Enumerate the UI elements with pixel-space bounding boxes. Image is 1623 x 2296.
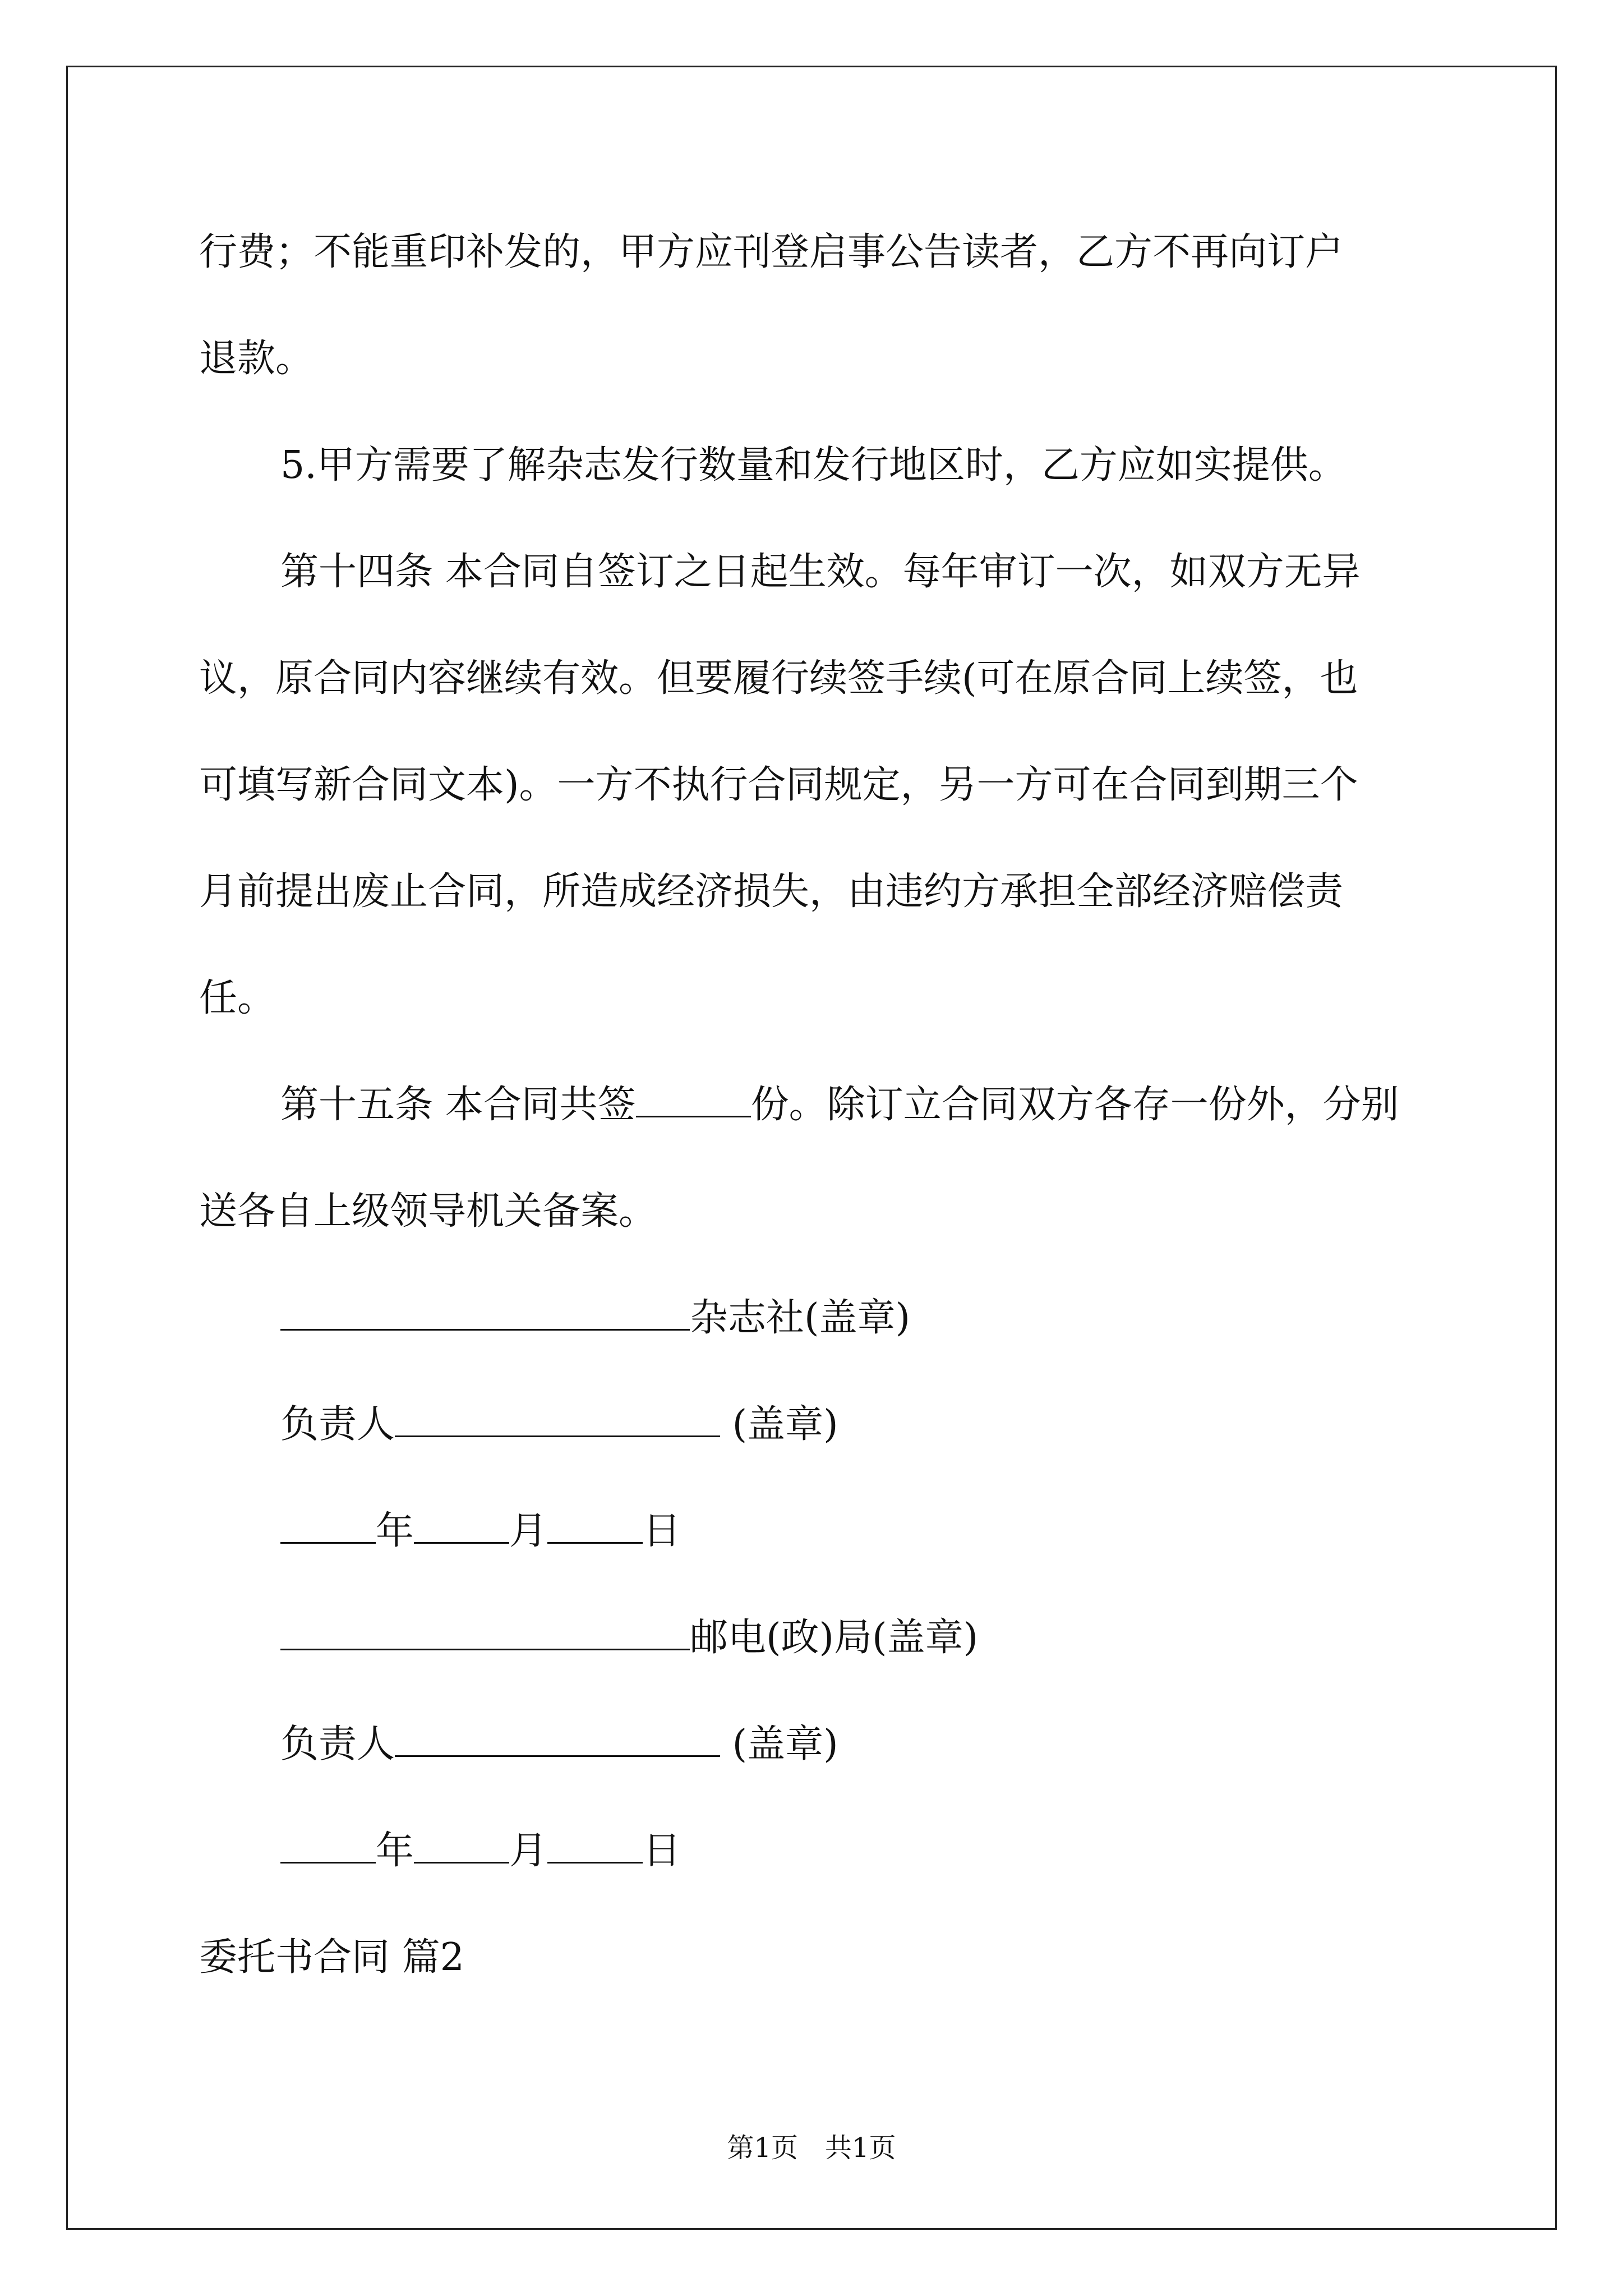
date-line	[199, 1798, 1424, 1904]
paragraph-line: 5.甲方需要了解杂志发行数量和发行地区时，乙方应如实提供。	[280, 443, 1347, 487]
post-signature-line	[199, 1585, 1424, 1691]
paragraph-line: 送各自上级领导机关备案。	[199, 1189, 657, 1234]
magazine-name-blank	[280, 1291, 690, 1331]
year-blank	[280, 1824, 376, 1864]
paragraph-line: 月前提出废止合同，所造成经济损失，由违约方承担全部经济赔偿责	[199, 869, 1344, 914]
post-label: 邮电(政)局(盖章)	[690, 1616, 979, 1660]
year-label: 年	[376, 1829, 414, 1873]
paragraph-line: 任。	[199, 976, 276, 1020]
date-line	[199, 1478, 1424, 1585]
paragraph-line: 议，原合同内容继续有效。但要履行续签手续(可在原合同上续签，也	[199, 656, 1358, 701]
day-label: 日	[643, 1509, 681, 1553]
year-label: 年	[376, 1509, 414, 1553]
seal-label: (盖章)	[720, 1722, 838, 1766]
responsible-label: 负责人	[280, 1722, 395, 1766]
paragraph-line	[199, 1052, 1424, 1158]
seal-label: (盖章)	[720, 1402, 838, 1447]
paragraph-line: 行费；不能重印补发的，甲方应刊登启事公告读者，乙方不再向订户	[199, 230, 1344, 274]
magazine-label: 杂志社(盖章)	[690, 1296, 911, 1340]
month-label: 月	[509, 1509, 548, 1553]
month-blank	[414, 1504, 509, 1544]
responsible-signature-line	[199, 1691, 1424, 1798]
paragraph-line: 退款。	[199, 337, 314, 381]
responsible-blank	[395, 1397, 720, 1437]
month-blank	[414, 1824, 509, 1864]
magazine-signature-line	[199, 1265, 1424, 1372]
clause-text: 份。除订立合同双方各存一份外，分别	[750, 1083, 1399, 1127]
day-blank	[547, 1824, 643, 1864]
responsible-blank	[395, 1717, 720, 1757]
day-label: 日	[643, 1829, 681, 1873]
year-blank	[280, 1504, 376, 1544]
responsible-label: 负责人	[280, 1402, 395, 1447]
document-body	[199, 199, 1424, 2011]
page-footer: 第1页 共1页	[727, 2132, 896, 2164]
responsible-signature-line	[199, 1372, 1424, 1478]
copies-blank	[636, 1078, 751, 1117]
paragraph-line: 可填写新合同文本)。一方不执行合同规定，另一方可在合同到期三个	[199, 763, 1358, 807]
clause-text: 第十五条 本合同共签	[280, 1083, 636, 1127]
paragraph-line: 第十四条 本合同自签订之日起生效。每年审订一次，如双方无异	[280, 550, 1361, 594]
day-blank	[547, 1504, 643, 1544]
month-label: 月	[509, 1829, 548, 1873]
section-title: 委托书合同 篇2	[199, 1935, 464, 1980]
post-name-blank	[280, 1611, 690, 1650]
